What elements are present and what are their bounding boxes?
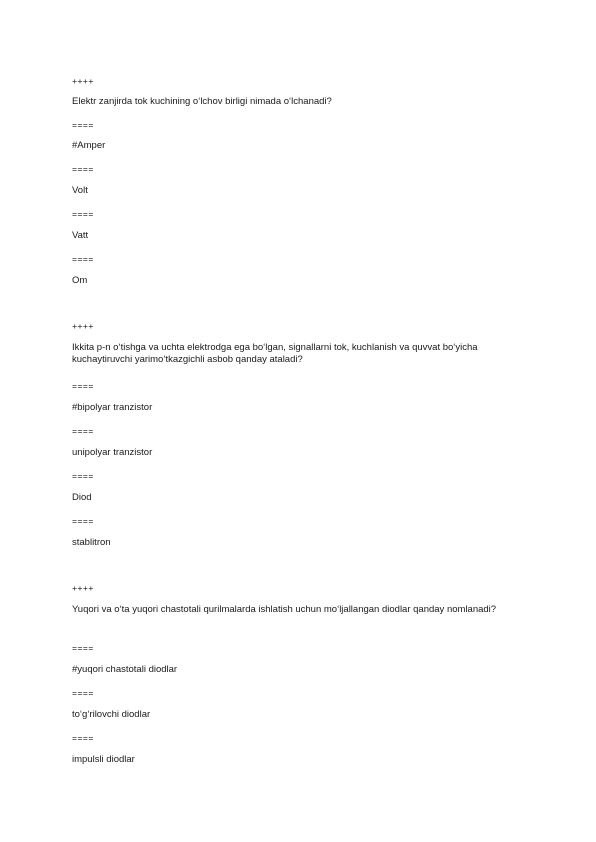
answer-separator: ==== bbox=[72, 381, 94, 391]
question-text: Yuqori va o‘ta yuqori chastotali qurilmalarda ishlatish uchun mo‘ljallangan diodlar qanday nomlanadi? bbox=[72, 604, 497, 615]
question-start-marker: ++++ bbox=[72, 76, 94, 86]
answer-separator: ==== bbox=[72, 643, 94, 653]
question-start-marker: ++++ bbox=[72, 321, 94, 331]
answer-separator: ==== bbox=[72, 426, 94, 436]
answer-option: Om bbox=[72, 275, 88, 286]
answer-option: Volt bbox=[72, 185, 88, 196]
answer-separator: ==== bbox=[72, 254, 94, 264]
answer-option: Diod bbox=[72, 492, 92, 503]
answer-separator: ==== bbox=[72, 471, 94, 481]
answer-separator: ==== bbox=[72, 688, 94, 698]
answer-separator: ==== bbox=[72, 209, 94, 219]
answer-separator: ==== bbox=[72, 120, 94, 130]
answer-option: stablitron bbox=[72, 537, 111, 548]
answer-option: impulsli diodlar bbox=[72, 754, 135, 765]
answer-option: unipolyar tranzistor bbox=[72, 447, 153, 458]
question-start-marker: ++++ bbox=[72, 583, 94, 593]
answer-option-correct: #bipolyar tranzistor bbox=[72, 402, 153, 413]
answer-option: to‘g‘rilovchi diodlar bbox=[72, 709, 151, 720]
answer-option: Vatt bbox=[72, 230, 89, 241]
answer-option-correct: #yuqori chastotali diodlar bbox=[72, 664, 178, 675]
question-text: Elektr zanjirda tok kuchining o‘lchov birligi nimada o‘lchanadi? bbox=[72, 96, 332, 107]
question-text: Ikkita p-n o‘tishga va uchta elektrodga ega bo‘lgan, signallarni tok, kuchlanish va quvvat bo‘yicha kuchaytiruvchi yarimo‘tkazgichli asbob qanday ataladi? bbox=[72, 342, 478, 365]
answer-option-correct: #Amper bbox=[72, 140, 106, 151]
answer-separator: ==== bbox=[72, 516, 94, 526]
answer-separator: ==== bbox=[72, 733, 94, 743]
answer-separator: ==== bbox=[72, 164, 94, 174]
